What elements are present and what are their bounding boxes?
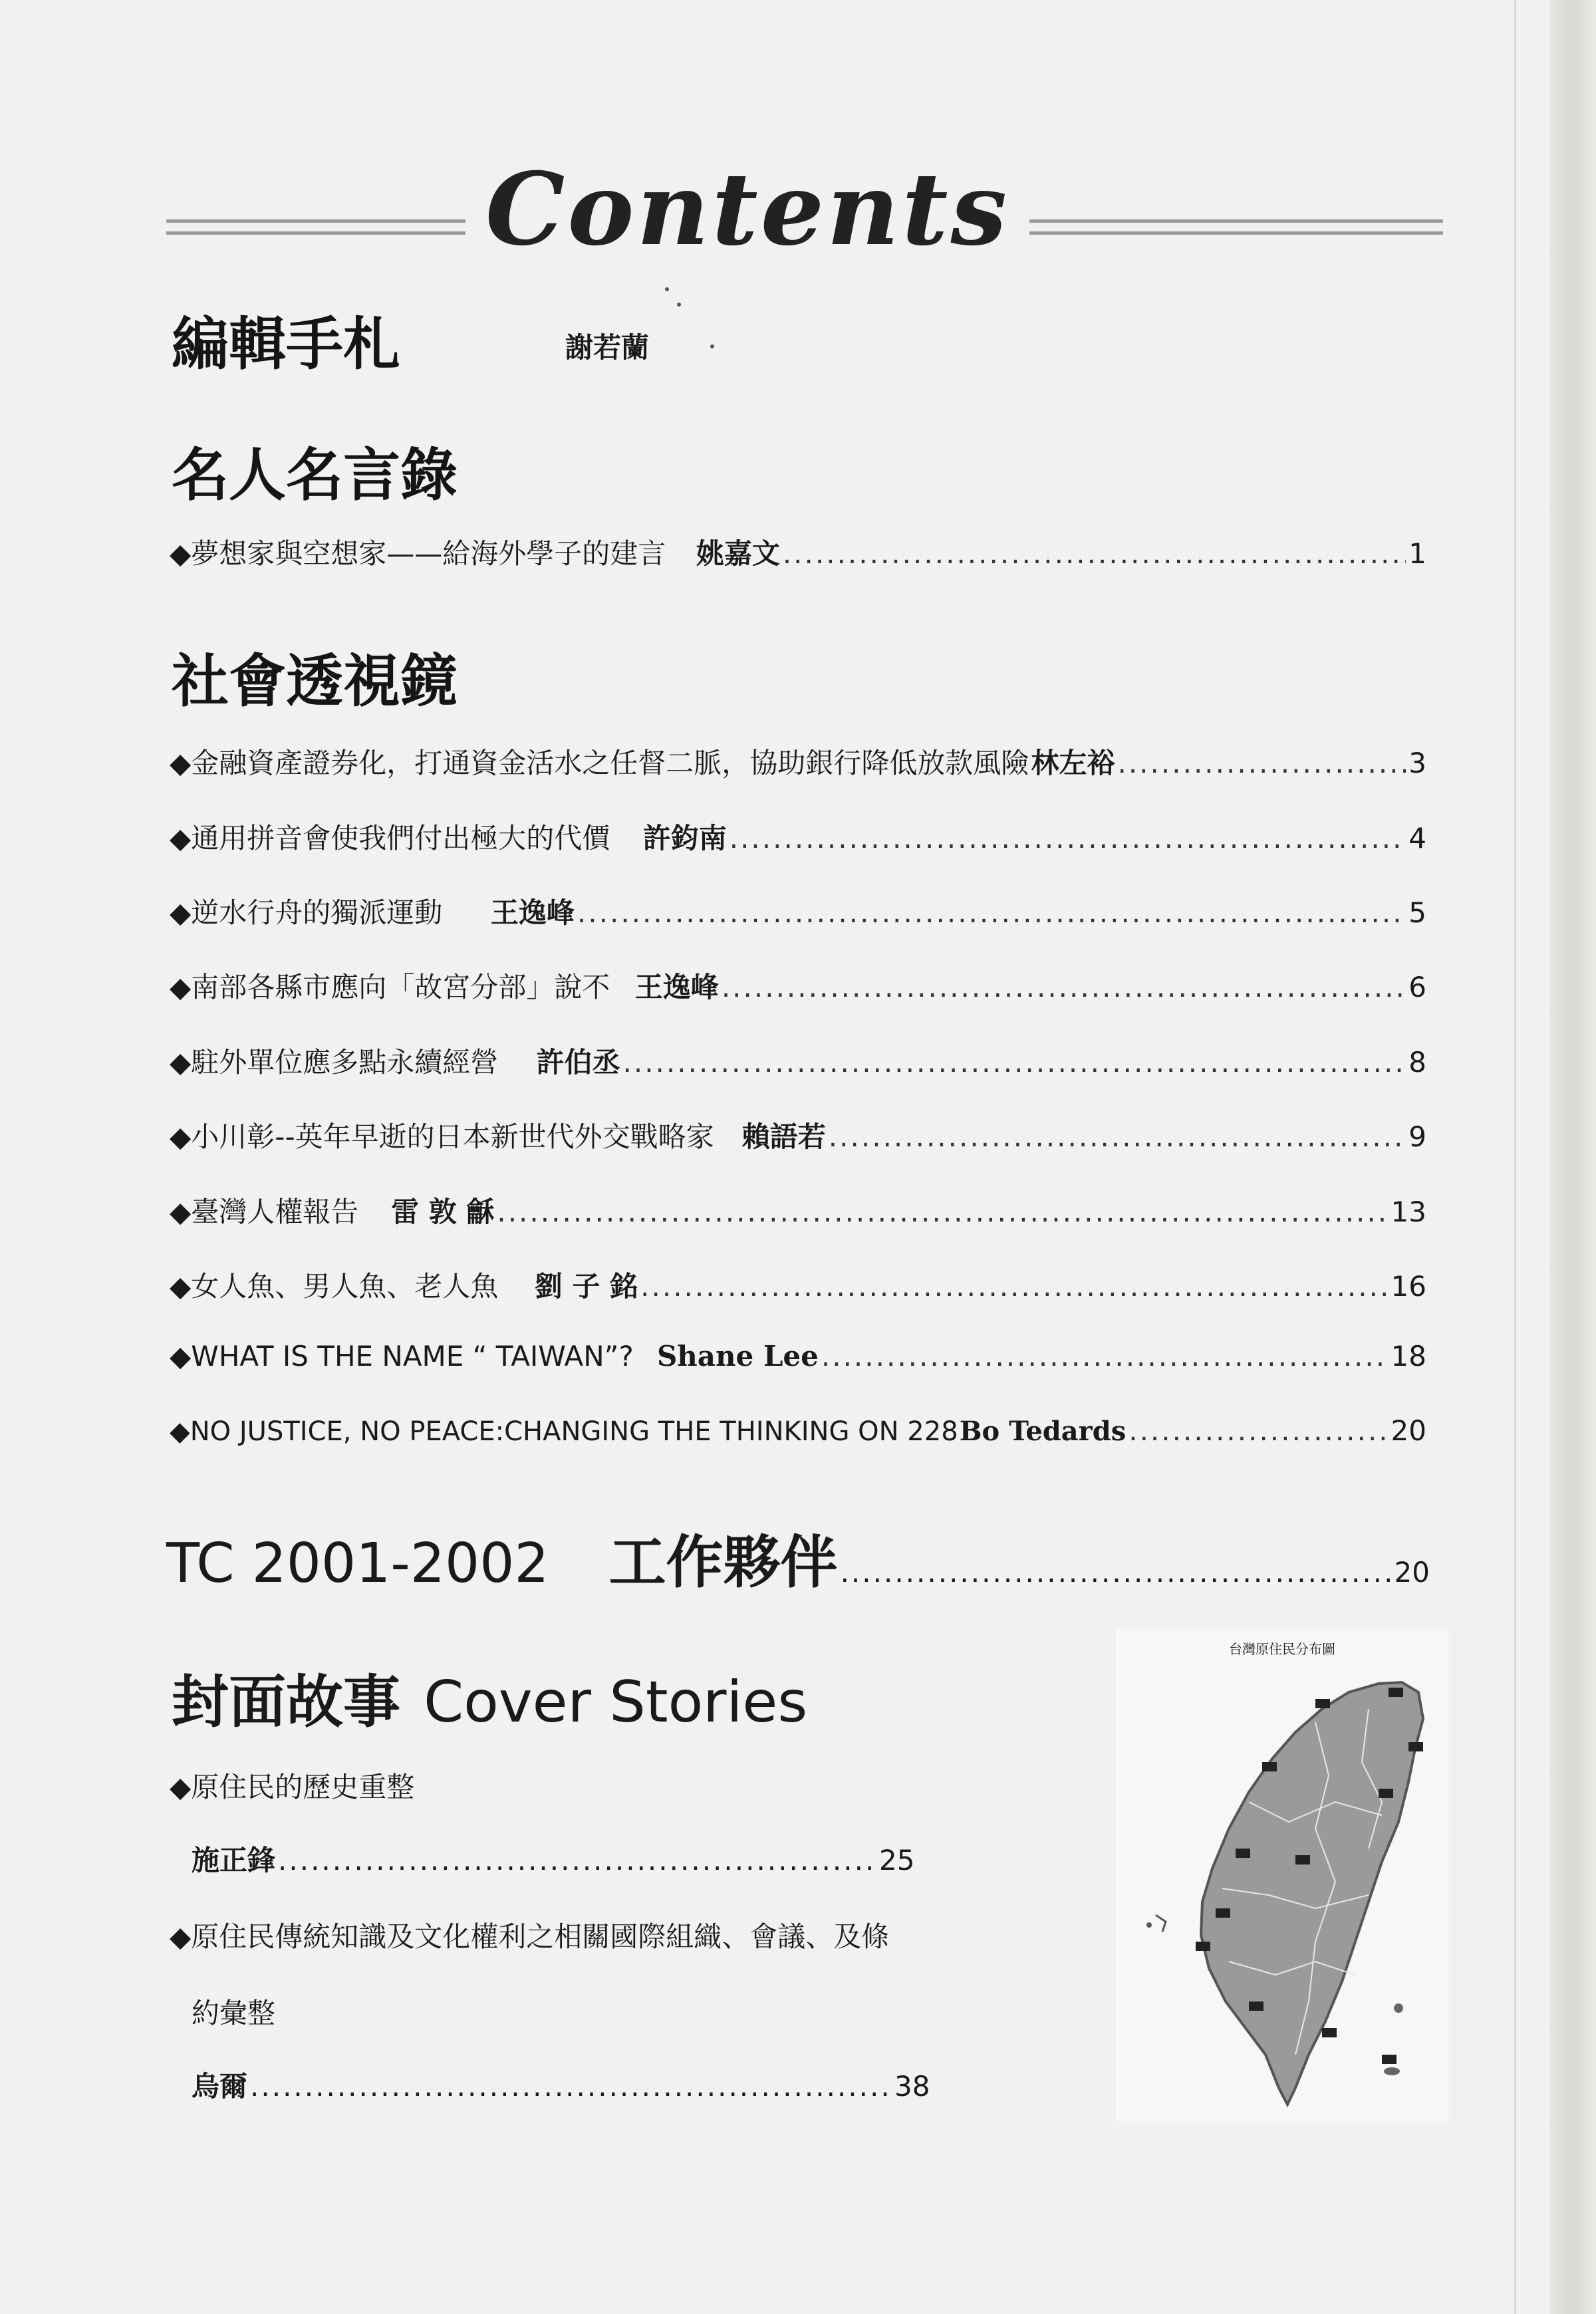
cover-entry-title-cont: 約彙整 <box>192 1997 276 2029</box>
toc-entry[interactable] <box>170 1190 1426 1231</box>
page-fold-shadow <box>1549 0 1596 2314</box>
toc-entry[interactable] <box>170 1414 1426 1456</box>
tc-label: 工作夥伴 <box>608 1529 838 1596</box>
entry-title: ◆駐外單位應多點永續經營 <box>170 1046 499 1079</box>
print-speck <box>665 287 669 291</box>
dot-leader <box>577 896 1406 929</box>
cover-label-en: Cover Stories <box>424 1669 808 1736</box>
dot-leader <box>497 1196 1388 1228</box>
entry-page: 20 <box>1391 1414 1426 1447</box>
dot-leader <box>829 1120 1406 1153</box>
dot-leader <box>841 1556 1392 1589</box>
entry-page: 6 <box>1408 971 1426 1003</box>
entry-page: 38 <box>894 2070 930 2103</box>
dot-leader <box>278 1844 876 1876</box>
entry-page: 9 <box>1408 1120 1426 1153</box>
toc-entry-tc[interactable] <box>166 1516 1430 1596</box>
entry-author: 姚嘉文 <box>696 537 780 570</box>
tc-code: TC 2001-2002 <box>166 1532 549 1595</box>
entry-author: 雷 敦 龢 <box>391 1196 495 1228</box>
dot-leader <box>722 971 1406 1003</box>
entry-title: ◆夢想家與空想家——給海外學子的建言 <box>170 537 666 570</box>
entry-page: 1 <box>1408 537 1426 570</box>
page-title: Contents <box>466 153 1029 266</box>
toc-entry[interactable] <box>170 1041 1426 1082</box>
entry-page: 18 <box>1391 1340 1426 1372</box>
section-editor-note: 編輯手札 <box>172 311 400 378</box>
entry-author: Bo Tedards <box>959 1416 1127 1447</box>
toc-entry[interactable] <box>170 817 1426 858</box>
toc-entry[interactable] <box>170 1265 1426 1306</box>
entry-author: 林左裕 <box>1031 747 1115 779</box>
editor-note-author: 謝若蘭 <box>565 331 650 364</box>
entry-author: 施正鋒 <box>192 1844 276 1876</box>
toc-entry[interactable] <box>170 741 1426 783</box>
section-society: 社會透視鏡 <box>172 648 458 715</box>
entry-author: 賴語若 <box>741 1120 826 1153</box>
dot-leader <box>821 1340 1389 1372</box>
entry-title: ◆金融資產證券化，打通資金活水之任督二脈，協助銀行降低放款風險 <box>170 747 1029 779</box>
cover-entry-title[interactable]: ◆原住民的歷史重整 <box>170 1771 415 1803</box>
entry-title: ◆南部各縣市應向「故宮分部」說不 <box>170 971 610 1003</box>
entry-page: 5 <box>1408 896 1426 929</box>
entry-title: ◆NO JUSTICE, NO PEACE:CHANGING THE THINKING ON 228 <box>170 1416 958 1447</box>
dot-leader <box>1117 747 1406 779</box>
dot-leader <box>1129 1414 1388 1447</box>
entry-title: ◆WHAT IS THE NAME “ TAIWAN”? <box>170 1340 634 1372</box>
entry-page: 13 <box>1391 1196 1426 1228</box>
entry-page: 16 <box>1391 1270 1426 1303</box>
toc-entry[interactable] <box>170 532 1426 573</box>
dot-leader <box>640 1270 1388 1303</box>
map-title: 台灣原住民分布圖 <box>1229 1641 1335 1657</box>
entry-author: Shane Lee <box>656 1340 819 1372</box>
entry-author: 許鈞南 <box>642 822 727 854</box>
dot-leader <box>730 822 1406 854</box>
entry-author: 許伯丞 <box>536 1046 620 1079</box>
toc-entry[interactable] <box>170 891 1426 932</box>
entry-page: 4 <box>1408 822 1426 854</box>
cover-entry-line[interactable] <box>192 2065 930 2105</box>
section-cover-stories <box>172 1656 807 1738</box>
entry-page: 20 <box>1394 1556 1430 1589</box>
toc-entry[interactable] <box>170 1115 1426 1156</box>
print-speck <box>677 303 681 307</box>
cover-entry-title[interactable]: ◆原住民傳統知識及文化權利之相關國際組織、會議、及條 <box>170 1920 890 1953</box>
dot-leader <box>783 537 1406 570</box>
section-quotes: 名人名言錄 <box>172 442 458 509</box>
entry-author: 王逸峰 <box>634 971 719 1003</box>
entry-page: 8 <box>1408 1046 1426 1079</box>
entry-title: ◆小川彰--英年早逝的日本新世代外交戰略家 <box>170 1120 714 1153</box>
toc-entry[interactable] <box>170 965 1426 1007</box>
entry-page: 25 <box>879 1844 915 1876</box>
cover-entry-line[interactable] <box>192 1839 914 1878</box>
entry-title: ◆逆水行舟的獨派運動 <box>170 896 443 929</box>
print-speck <box>710 344 714 348</box>
entry-title: ◆臺灣人權報告 <box>170 1196 359 1228</box>
entry-author: 王逸峰 <box>490 896 575 929</box>
entry-title: ◆通用拼音會使我們付出極大的代價 <box>170 822 610 854</box>
entry-author: 烏爾 <box>192 2070 248 2103</box>
contents-masthead <box>166 153 1443 273</box>
toc-entry[interactable] <box>170 1340 1426 1381</box>
cover-label-cn: 封面故事 <box>172 1669 400 1736</box>
dot-leader <box>250 2070 892 2103</box>
page-fold-line <box>1514 0 1516 2314</box>
cover-map-image <box>1116 1629 1448 2121</box>
dot-leader <box>623 1046 1406 1079</box>
entry-page: 3 <box>1408 747 1426 779</box>
taiwan-map-icon <box>1116 1629 1448 2121</box>
entry-author: 劉 子 銘 <box>534 1270 638 1303</box>
entry-title: ◆女人魚、男人魚、老人魚 <box>170 1270 499 1303</box>
